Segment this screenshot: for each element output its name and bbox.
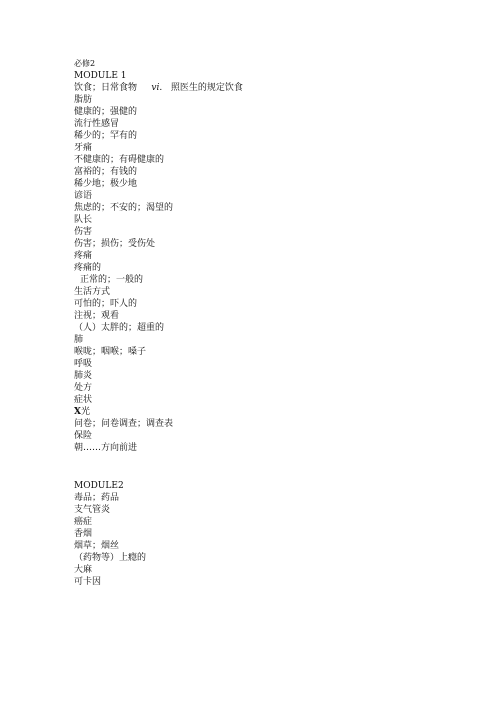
vocab-entry: 稀少地；极少地 [74, 179, 138, 189]
vocab-entry [74, 406, 454, 418]
vocab-entry: 呼吸 [74, 359, 93, 369]
vocab-entry: 肺 [74, 335, 84, 345]
vocab-entry: 香烟 [74, 529, 93, 539]
vocab-entry: 队长 [74, 215, 93, 225]
vocab-text: 光 [80, 407, 90, 417]
vocab-entry: 生活方式 [74, 287, 111, 297]
vocab-entry: 健康的；强健的 [74, 107, 138, 117]
vocab-entry: 可卡因 [74, 577, 102, 587]
vocab-entry: 朝……方向前进 [74, 443, 138, 453]
vocab-entry: 问卷；问卷调查；调查表 [74, 419, 174, 429]
section-gap [74, 454, 454, 480]
vocab-entry: 大麻 [74, 565, 93, 575]
vocabulary-list [74, 58, 454, 588]
vocab-entry: 不健康的；有碍健康的 [74, 155, 165, 165]
vocab-entry: 肺炎 [74, 371, 93, 381]
vocab-entry: 正常的；一般的 [80, 275, 144, 285]
vocab-entry: 烟草；烟丝 [74, 541, 120, 551]
vocab-entry: 伤害 [74, 227, 93, 237]
vocab-entry: 疼痛 [74, 251, 93, 261]
vocab-entry: 可怕的；吓人的 [74, 299, 138, 309]
vocab-entry: 焦虑的；不安的；渴望的 [74, 203, 174, 213]
vocab-entry: （人）太胖的；超重的 [74, 323, 165, 333]
vocab-entry: 牙痛 [74, 143, 93, 153]
vocab-entry: 处方 [74, 383, 93, 393]
vocab-entry: 癌症 [74, 517, 93, 527]
module2-title: MODULE2 [74, 481, 124, 491]
vocab-entry: 毒品；药品 [74, 493, 120, 503]
vocab-entry: 症状 [74, 395, 93, 405]
book-heading: 必修2 [74, 59, 96, 68]
vocab-entry: 疼痛的 [74, 263, 102, 273]
x-letter: X [74, 407, 81, 417]
vocab-entry: 喉咙；咽喉；嗓子 [74, 347, 147, 357]
vocab-entry: 富裕的；有钱的 [74, 167, 138, 177]
part-of-speech: vi. [151, 83, 163, 93]
vocab-entry [74, 82, 454, 94]
vocab-entry: 流行性感冒 [74, 119, 120, 129]
vocab-entry: 伤害；损伤；受伤处 [74, 239, 156, 249]
vocab-entry: 谚语 [74, 191, 93, 201]
vocab-text: 饮食；日常食物 [74, 83, 138, 93]
vocab-text: 照医生的规定饮食 [170, 83, 243, 93]
vocab-entry: 稀少的；罕有的 [74, 131, 138, 141]
module1-title: MODULE 1 [74, 71, 127, 81]
vocab-entry: 支气管炎 [74, 505, 111, 515]
vocab-entry: 保险 [74, 431, 93, 441]
vocab-entry: 脂肪 [74, 95, 93, 105]
vocab-entry: 注视；观看 [74, 311, 120, 321]
vocab-entry: （药物等）上瘾的 [74, 553, 147, 563]
